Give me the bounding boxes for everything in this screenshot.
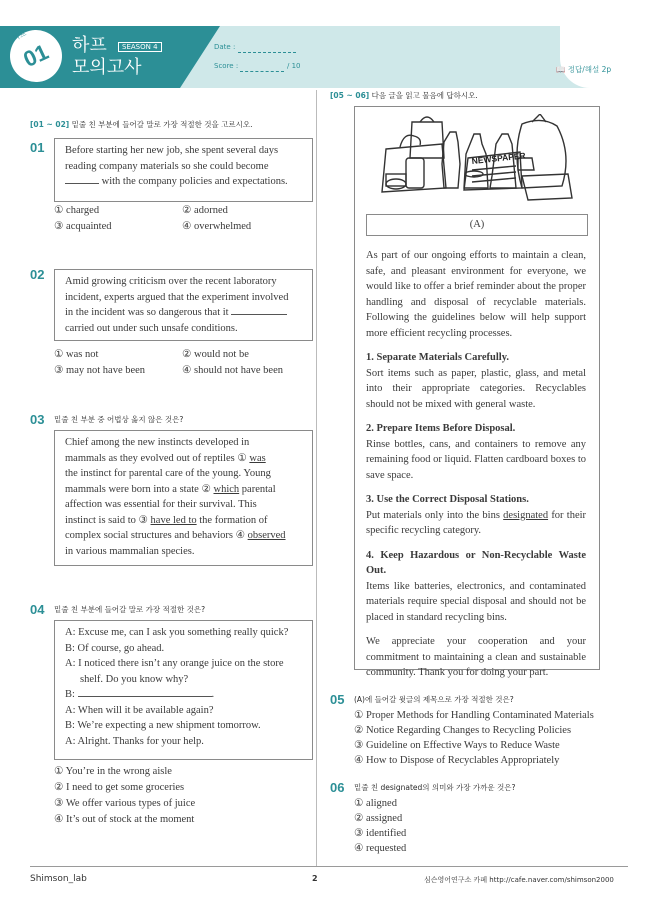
q03-underline-1: was [249, 452, 266, 464]
q04-option-3[interactable]: ③ We offer various types of juice [54, 798, 196, 809]
header-fold [180, 26, 220, 88]
q03-underline-3: have led to [150, 514, 197, 526]
season-tag: SEASON 4 [118, 42, 162, 52]
q04-option-1[interactable]: ① You’re in the wrong aisle [54, 766, 172, 777]
answer-link[interactable]: 📖 정답/해설 2p [556, 65, 612, 74]
book-icon: 📖 [556, 65, 566, 74]
date-label: Date : [214, 43, 236, 51]
q04-dialogue: A: Excuse me, can I ask you something really quick? B: Of course, go ahead. A: I noticed there isn’t any orange juice on the store shelf. Do you know why? B: . A: When will it be available again? B: We’re expecting a new shipment tomorrow. A: Alright. Thanks for your help. [54, 620, 313, 760]
q03-underline-4: observed [247, 530, 286, 541]
can-icon [386, 179, 406, 189]
q04-blank [78, 696, 212, 697]
column-divider [316, 90, 317, 866]
badge-number: 01 [19, 39, 53, 73]
q05-option-2[interactable]: ② Notice Regarding Changes to Recycling Policies [354, 725, 572, 736]
q02-option-3[interactable]: ③ may not have been [54, 365, 146, 376]
q06-option-1[interactable]: ① aligned [354, 798, 397, 809]
designated-underline: designated [503, 509, 549, 521]
q04-option-2[interactable]: ② I need to get some groceries [54, 782, 185, 793]
q02-number: 02 [30, 267, 45, 282]
footer-brand: Shimson_lab [30, 874, 87, 884]
footer-divider [30, 866, 628, 867]
q06-option-3[interactable]: ③ identified [354, 828, 407, 839]
q01-option-2[interactable]: ② adorned [182, 205, 228, 216]
q04-number: 04 [30, 602, 45, 617]
footer-site-link[interactable]: 심슨영어연구소 카페 http://cafe.naver.com/shimson2000 [424, 876, 614, 884]
q03-instruction: 밑줄 친 부분 중 어법상 옳지 않은 것은? [54, 415, 184, 424]
q04-instruction: 밑줄 친 부분에 들어갈 말로 가장 적절한 것은? [54, 605, 206, 614]
recycling-notice: As part of our ongoing efforts to maintain a clean, safe, and pleasant environment for everyone, we would like to offer a brief reminder about the proper handling and disposal of recyclable materials. Following the guidelines below will help support more efficient recycling processes. 1. Separate Materials Carefully. Sort items such as paper, plastic, glass, and metal into their appropriate categories. Recyclables should not be mixed with general waste. 2. Prepare Items Before Disposal. Rinse bottles, cans, and containers to remove any remaining food or liquid. Flatten cardboard boxes to save space. 3. Use the Correct Disposal Stations. Put materials only into the bins designated for their specific recycling category. 4. Keep Hazardous or Non-Recyclable Waste Out. Items like batteries, electronics, and contaminated materials require special disposal and should not be placed in standard recycling bins. We appreciate your cooperation and your commitment to maintaining a clean and sustainable community. Thank you for doing your part. [366, 250, 587, 678]
paper-bag-icon [382, 144, 446, 192]
q03-number: 03 [30, 412, 45, 427]
score-total: / 10 [287, 62, 301, 70]
title-answer-slot: (A) [366, 214, 588, 236]
q02-passage: Amid growing criticism over the recent laboratory incident, experts argued that the experiment involved in the incident was so dangerous that it carried out under such unsafe conditions. [54, 269, 313, 341]
q05-option-3[interactable]: ③ Guideline on Effective Ways to Reduce Waste [354, 740, 560, 751]
score-label: Score : [214, 62, 239, 70]
score-line [240, 71, 284, 72]
q05-option-1[interactable]: ① Proper Methods for Handling Contaminated Materials [354, 710, 594, 721]
q06-number: 06 [330, 780, 345, 795]
recycling-illustration [372, 114, 582, 204]
q01-option-4[interactable]: ④ overwhelmed [182, 221, 252, 232]
date-line [238, 52, 296, 53]
q04-option-4[interactable]: ④ It’s out of stock at the moment [54, 814, 195, 825]
page-title: 하프 모의고사 [72, 35, 142, 78]
q01-02-instruction: [01 ~ 02] 밑줄 친 부분에 들어갈 말로 가장 적절한 것을 고르시오. [30, 120, 253, 129]
q02-option-1[interactable]: ① was not [54, 349, 99, 360]
badge-label: 하프 [11, 29, 28, 43]
newspaper-label: NEWSPAPER [471, 150, 527, 166]
q06-option-4[interactable]: ④ requested [354, 843, 407, 854]
q01-number: 01 [30, 140, 45, 155]
q05-06-instruction: [05 ~ 06] 다음 글을 읽고 물음에 답하시오. [330, 91, 478, 100]
page-number: 2 [312, 874, 318, 883]
header-notch [560, 26, 658, 88]
q02-option-2[interactable]: ② would not be [182, 349, 249, 360]
shopping-bag-icon [410, 122, 444, 158]
jar-icon [406, 158, 424, 188]
q03-passage: Chief among the new instincts developed in mammals as they evolved out of reptiles ① was the instinct for parental care of the young. Young mammals were born into a state ② which parental affection was essential for their survival. This instinct is said to ③ have led to the formation of complex social structures and behaviors ④ observed in various mammalian species. [54, 430, 313, 566]
q01-option-1[interactable]: ① charged [54, 205, 100, 216]
q03-underline-2: which [213, 483, 240, 495]
q05-number: 05 [330, 692, 345, 707]
q06-option-2[interactable]: ② assigned [354, 813, 403, 824]
q01-passage: Before starting her new job, she spent several days reading company materials so she could become with the company policies and expectations. [54, 138, 313, 202]
q02-blank [231, 314, 287, 315]
q06-instruction: 밑줄 친 designated의 의미와 가장 가까운 것은? [354, 783, 516, 792]
q02-option-4[interactable]: ④ should not have been [182, 365, 283, 376]
q05-instruction: (A)에 들어갈 윗글의 제목으로 가장 적절한 것은? [354, 695, 514, 704]
q01-blank [65, 183, 99, 184]
q01-option-3[interactable]: ③ acquainted [54, 221, 112, 232]
q05-option-4[interactable]: ④ How to Dispose of Recyclables Appropriately [354, 755, 560, 766]
